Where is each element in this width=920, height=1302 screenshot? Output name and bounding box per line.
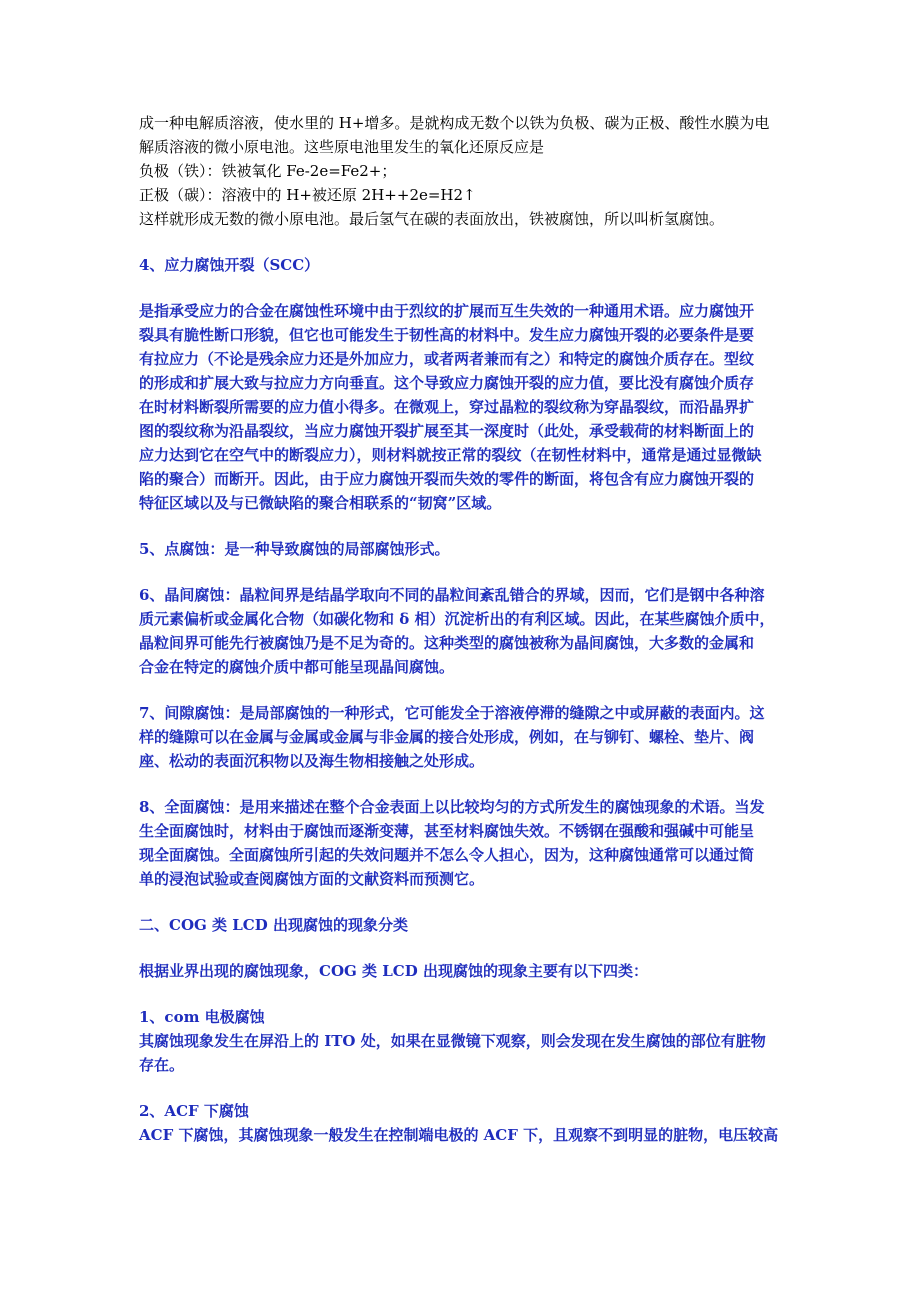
- document-page: [139, 111, 787, 1147]
- section-6-paragraph: [139, 583, 787, 679]
- text-line: 样的缝隙可以在金属与金属或金属与非金属的接合处形成，例如，在与铆钉、螺栓、垫片、阀: [139, 728, 755, 746]
- text-line: 正极（碳）：溶液中的 H+被还原 2H++2e=H2↑: [139, 186, 476, 204]
- text-line: 图的裂纹称为沿晶裂纹，当应力腐蚀开裂扩展至其一深度时（此处，承受载荷的材料断面上的: [139, 422, 755, 440]
- spacer: [139, 515, 787, 537]
- section-4-heading: 4、应力腐蚀开裂（SCC）: [139, 256, 320, 274]
- intro-paragraph: [139, 111, 787, 231]
- text-line: ACF 下腐蚀，其腐蚀现象一般发生在控制端电极的 ACF 下，且观察不到明显的脏物，电压较高: [139, 1126, 779, 1144]
- text-line: 生全面腐蚀时，材料由于腐蚀而逐渐变薄，甚至材料腐蚀失效。不锈钢在强酸和强碱中可能呈: [139, 822, 755, 840]
- text-line: 这样就形成无数的微小原电池。最后氢气在碳的表面放出，铁被腐蚀，所以叫析氢腐蚀。: [139, 210, 725, 228]
- text-line: 陷的聚合）而断开。因此，由于应力腐蚀开裂而失效的零件的断面，将包含有应力腐蚀开裂的: [139, 470, 755, 488]
- text-line: 晶粒间界可能先行被腐蚀乃是不足为奇的。这种类型的腐蚀被称为晶间腐蚀，大多数的金属和: [139, 634, 755, 652]
- text-line: 是指承受应力的合金在腐蚀性环境中由于烈纹的扩展而互生失效的一种通用术语。应力腐蚀开: [139, 302, 755, 320]
- text-line: 6、晶间腐蚀：晶粒间界是结晶学取向不同的晶粒间紊乱错合的界域，因而，它们是钢中各种溶: [139, 586, 765, 604]
- text-line: 解质溶液的微小原电池。这些原电池里发生的氧化还原反应是: [139, 138, 545, 156]
- section-8-paragraph: [139, 795, 787, 891]
- text-line: 单的浸泡试验或查阅腐蚀方面的文献资料而预测它。: [139, 870, 485, 888]
- text-line: 有拉应力（不论是残余应力还是外加应力，或者两者兼而有之）和特定的腐蚀介质存在。型纹: [139, 350, 755, 368]
- text-line: 质元素偏析或金属化合物（如碳化物和 δ 相）沉淀析出的有利区域。因此，在某些腐蚀介质中，: [139, 610, 775, 628]
- category-2: [139, 1099, 787, 1147]
- spacer: [139, 983, 787, 1005]
- text-line: 7、间隙腐蚀：是局部腐蚀的一种形式，它可能发全于溶液停滞的缝隙之中或屏蔽的表面内。这: [139, 704, 765, 722]
- spacer: [139, 773, 787, 795]
- text-line: 8、全面腐蚀：是用来描述在整个合金表面上以比较均匀的方式所发生的腐蚀现象的术语。当发: [139, 798, 765, 816]
- text-line: 在时材料断裂所需要的应力值小得多。在微观上，穿过晶粒的裂纹称为穿晶裂纹，而沿晶界扩: [139, 398, 755, 416]
- spacer: [139, 679, 787, 701]
- part-2-heading: 二、COG 类 LCD 出现腐蚀的现象分类: [139, 916, 408, 934]
- part-2-intro: 根据业界出现的腐蚀现象，COG 类 LCD 出现腐蚀的现象主要有以下四类：: [139, 962, 648, 980]
- text-line: 5、点腐蚀：是一种导致腐蚀的局部腐蚀形式。: [139, 540, 450, 558]
- text-line: 特征区域以及与已微缺陷的聚合相联系的“韧窝”区域。: [139, 494, 502, 512]
- spacer: [139, 937, 787, 959]
- text-line: 的形成和扩展大致与拉应力方向垂直。这个导致应力腐蚀开裂的应力值，要比没有腐蚀介质存: [139, 374, 755, 392]
- text-line: 存在。: [139, 1056, 185, 1074]
- text-line: 现全面腐蚀。全面腐蚀所引起的失效问题并不怎么令人担心，因为，这种腐蚀通常可以通过简: [139, 846, 755, 864]
- text-line: 应力达到它在空气中的断裂应力），则材料就按正常的裂纹（在韧性材料中，通常是通过显微缺: [139, 446, 762, 464]
- category-1: [139, 1005, 787, 1077]
- text-line: 成一种电解质溶液，使水里的 H+增多。是就构成无数个以铁为负极、碳为正极、酸性水膜为电: [139, 114, 770, 132]
- section-4-paragraph: [139, 299, 787, 515]
- category-2-heading: 2、ACF 下腐蚀: [139, 1102, 249, 1120]
- spacer: [139, 561, 787, 583]
- text-line: 其腐蚀现象发生在屏沿上的 ITO 处，如果在显微镜下观察，则会发现在发生腐蚀的部位有脏物: [139, 1032, 766, 1050]
- spacer: [139, 231, 787, 253]
- section-5-paragraph: [139, 537, 787, 561]
- section-7-paragraph: [139, 701, 787, 773]
- spacer: [139, 1077, 787, 1099]
- text-line: 座、松动的表面沉积物以及海生物相接触之处形成。: [139, 752, 485, 770]
- spacer: [139, 277, 787, 299]
- text-line: 负极（铁）：铁被氧化 Fe-2e=Fe2+；: [139, 162, 397, 180]
- spacer: [139, 891, 787, 913]
- text-line: 裂具有脆性断口形貌，但它也可能发生于韧性高的材料中。发生应力腐蚀开裂的必要条件是要: [139, 326, 755, 344]
- text-line: 合金在特定的腐蚀介质中都可能呈现晶间腐蚀。: [139, 658, 455, 676]
- category-1-heading: 1、com 电极腐蚀: [139, 1008, 265, 1026]
